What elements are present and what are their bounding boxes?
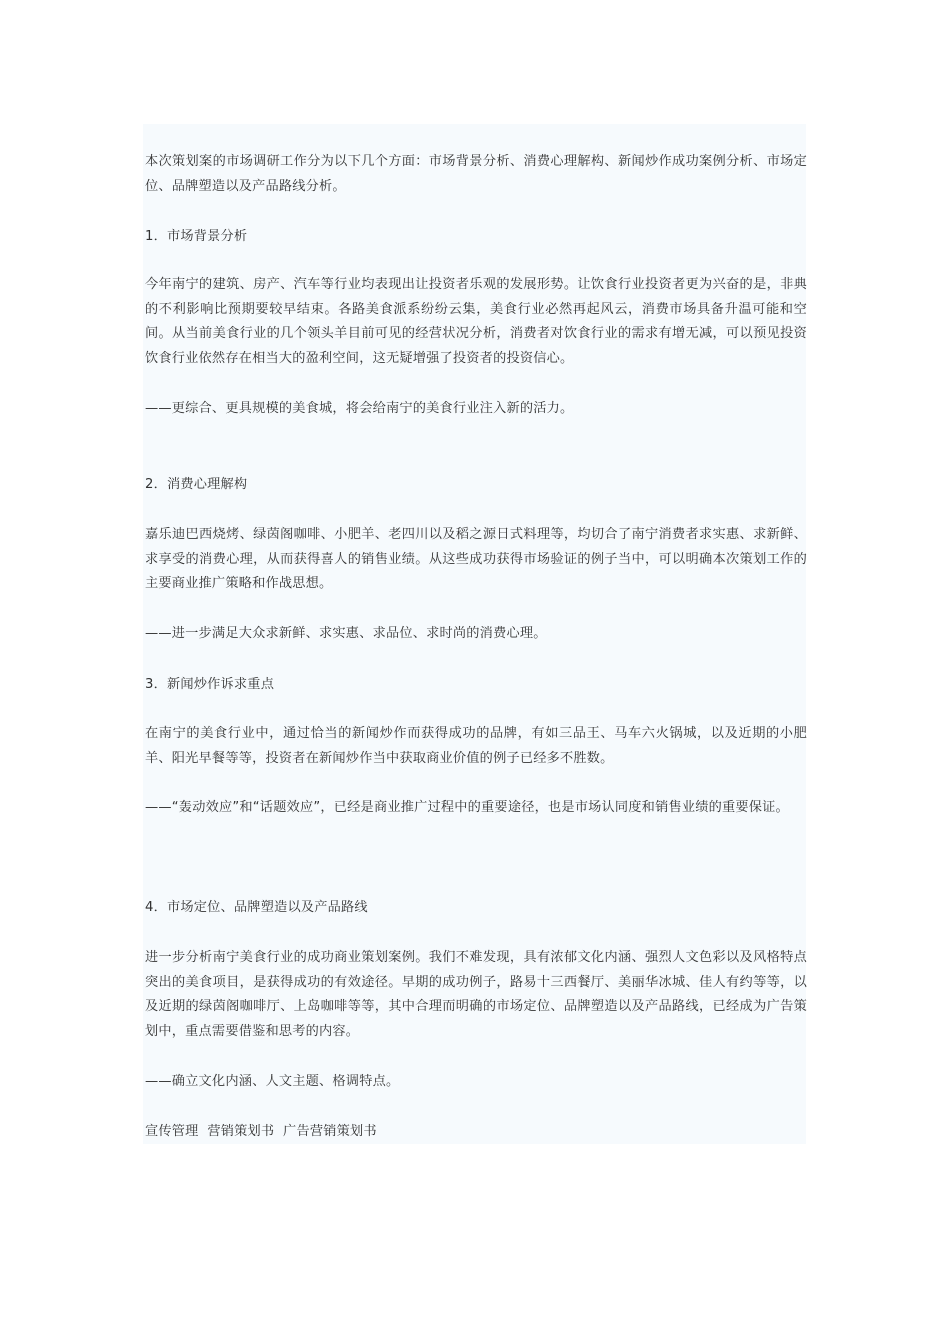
section-3-heading: 3．新闻炒作诉求重点 (145, 677, 275, 692)
section-1-body: 今年南宁的建筑、房产、汽车等行业均表现出让投资者乐观的发展形势。让饮食行业投资者更为兴奋的是，非典的不利影响比预期要较早结束。各路美食派系纷纷云集，美食行业必然再起风云，消费市场具备升温可能和空间。从当前美食行业的几个领头羊目前可见的经营状况分析，消费者对饮食行业的需求有增无减，可以预见投资饮食行业依然存在相当大的盈利空间，这无疑增强了投资者的投资信心。 (145, 277, 807, 366)
section-4-conclusion: ——确立文化内涵、人文主题、格调特点。 (145, 1074, 400, 1089)
section-3-body: 在南宁的美食行业中，通过恰当的新闻炒作而获得成功的品牌，有如三品王、马车六火锅城，以及近期的小肥羊、阳光早餐等等，投资者在新闻炒作当中获取商业价值的例子已经多不胜数。 (145, 726, 807, 766)
section-3-conclusion: ——“轰动效应”和“话题效应”，已经是商业推广过程中的重要途径，也是市场认同度和销售业绩的重要保证。 (145, 800, 789, 815)
section-4-heading: 4．市场定位、品牌塑造以及产品路线 (145, 900, 368, 915)
section-1-heading: 1．市场背景分析 (145, 229, 248, 244)
tags-line: 宣传管理 营销策划书 广告营销策划书 (145, 1124, 377, 1139)
section-2-body: 嘉乐迪巴西烧烤、绿茵阁咖啡、小肥羊、老四川以及稻之源日式料理等，均切合了南宁消费者求实惠、求新鲜、求享受的消费心理，从而获得喜人的销售业绩。从这些成功获得市场验证的例子当中，可以明确本次策划工作的主要商业推广策略和作战思想。 (145, 527, 807, 591)
intro-paragraph: 本次策划案的市场调研工作分为以下几个方面：市场背景分析、消费心理解构、新闻炒作成功案例分析、市场定位、品牌塑造以及产品路线分析。 (145, 154, 807, 194)
section-2-conclusion: ——进一步满足大众求新鲜、求实惠、求品位、求时尚的消费心理。 (145, 626, 547, 641)
section-4-body: 进一步分析南宁美食行业的成功商业策划案例。我们不难发现，具有浓郁文化内涵、强烈人文色彩以及风格特点突出的美食项目，是获得成功的有效途径。早期的成功例子，路易十三西餐厅、美丽华冰城、佳人有约等等，以及近期的绿茵阁咖啡厅、上岛咖啡等等，其中合理而明确的市场定位、品牌塑造以及产品路线，已经成为广告策划中，重点需要借鉴和思考的内容。 (145, 950, 807, 1039)
section-1-conclusion: ——更综合、更具规模的美食城，将会给南宁的美食行业注入新的活力。 (145, 401, 574, 416)
section-2-heading: 2．消费心理解构 (145, 477, 248, 492)
